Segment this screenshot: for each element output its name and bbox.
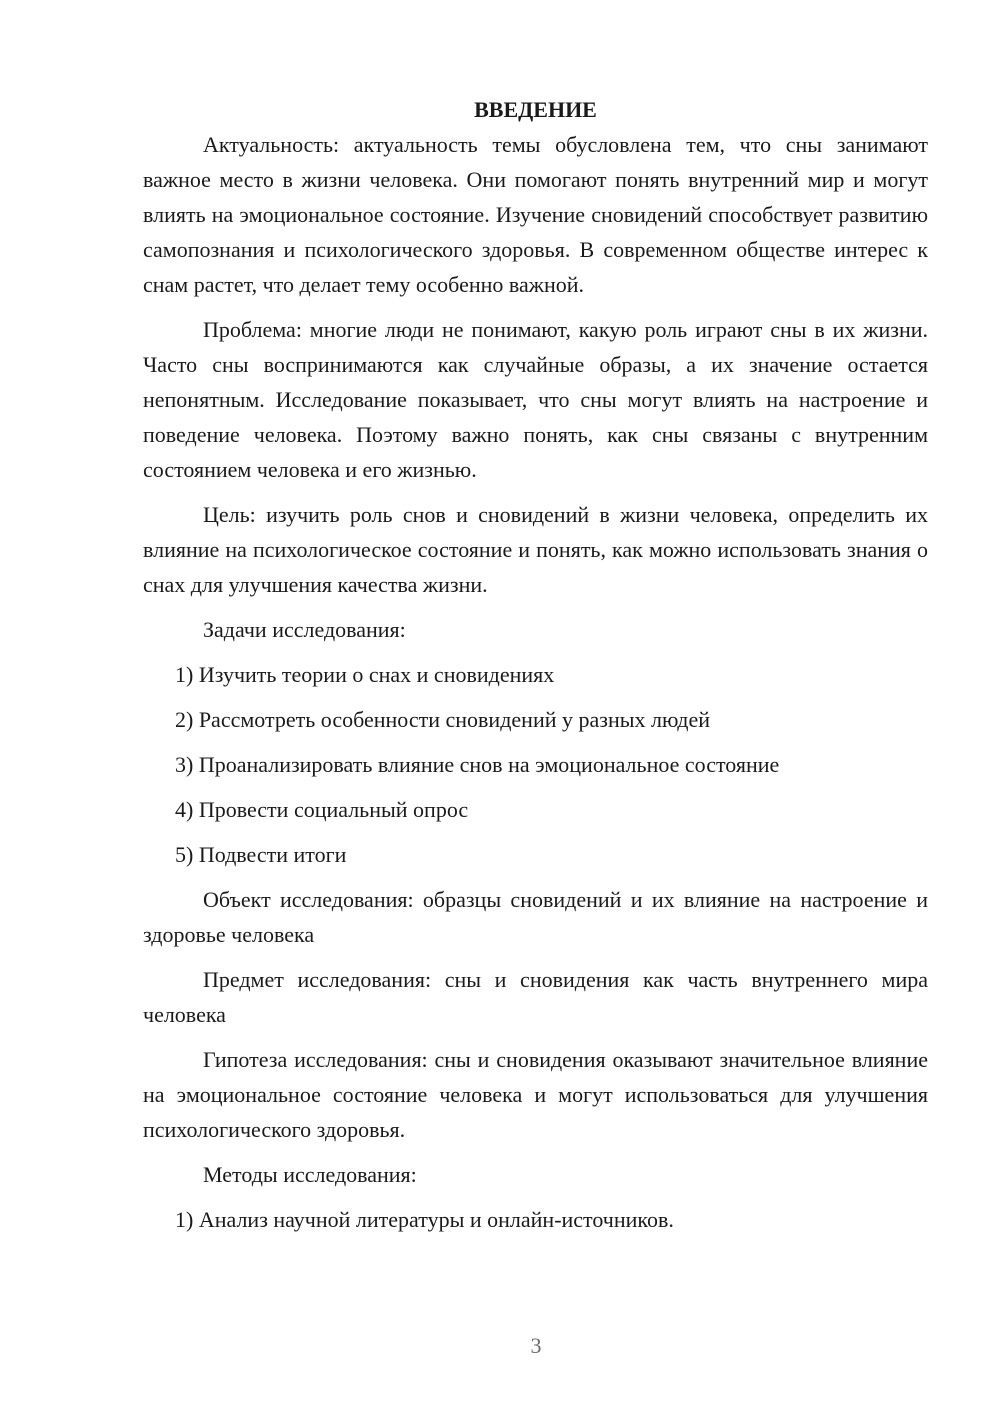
task-item: 5) Подвести итоги: [175, 842, 347, 867]
task-item: 2) Рассмотреть особенности сновидений у разных людей: [175, 707, 711, 732]
methods-heading: Методы исследования:: [203, 1162, 417, 1187]
document-body: [143, 92, 928, 1247]
paragraph-subject: Предмет исследования: сны и сновидения как часть внутреннего мира человека: [143, 967, 928, 1027]
method-item: 1) Анализ научной литературы и онлайн-источников.: [175, 1207, 674, 1232]
page-number: 3: [530, 1333, 542, 1358]
task-item: 1) Изучить теории о снах и сновидениях: [175, 662, 555, 687]
paragraph-object: Объект исследования: образцы сновидений и их влияние на настроение и здоровье человека: [143, 887, 928, 947]
task-item: 3) Проанализировать влияние снов на эмоциональное состояние: [175, 752, 780, 777]
task-item: 4) Провести социальный опрос: [175, 797, 469, 822]
paragraph-hypothesis: Гипотеза исследования: сны и сновидения оказывают значительное влияние на эмоциональное состояние человека и могут использоваться для улучшения психологического здоровья.: [143, 1047, 928, 1142]
paragraph-relevance: Актуальность: актуальность темы обусловлена тем, что сны занимают важное место в жизни человека. Они помогают понять внутренний мир и могут влиять на эмоциональное состояние. Изучение сновидений способствует развитию самопознания и психологического здоровья. В современном обществе интерес к снам растет, что делает тему особенно важной.: [143, 132, 928, 297]
section-title: ВВЕДЕНИЕ: [474, 97, 597, 122]
paragraph-problem: Проблема: многие люди не понимают, какую роль играют сны в их жизни. Часто сны воспринимаются как случайные образы, а их значение остается непонятным. Исследование показывает, что сны могут влиять на настроение и поведение человека. Поэтому важно понять, как сны связаны с внутренним состоянием человека и его жизнью.: [143, 317, 928, 482]
tasks-heading: Задачи исследования:: [203, 617, 406, 642]
paragraph-goal: Цель: изучить роль снов и сновидений в жизни человека, определить их влияние на психологическое состояние и понять, как можно использовать знания о снах для улучшения качества жизни.: [143, 502, 928, 597]
